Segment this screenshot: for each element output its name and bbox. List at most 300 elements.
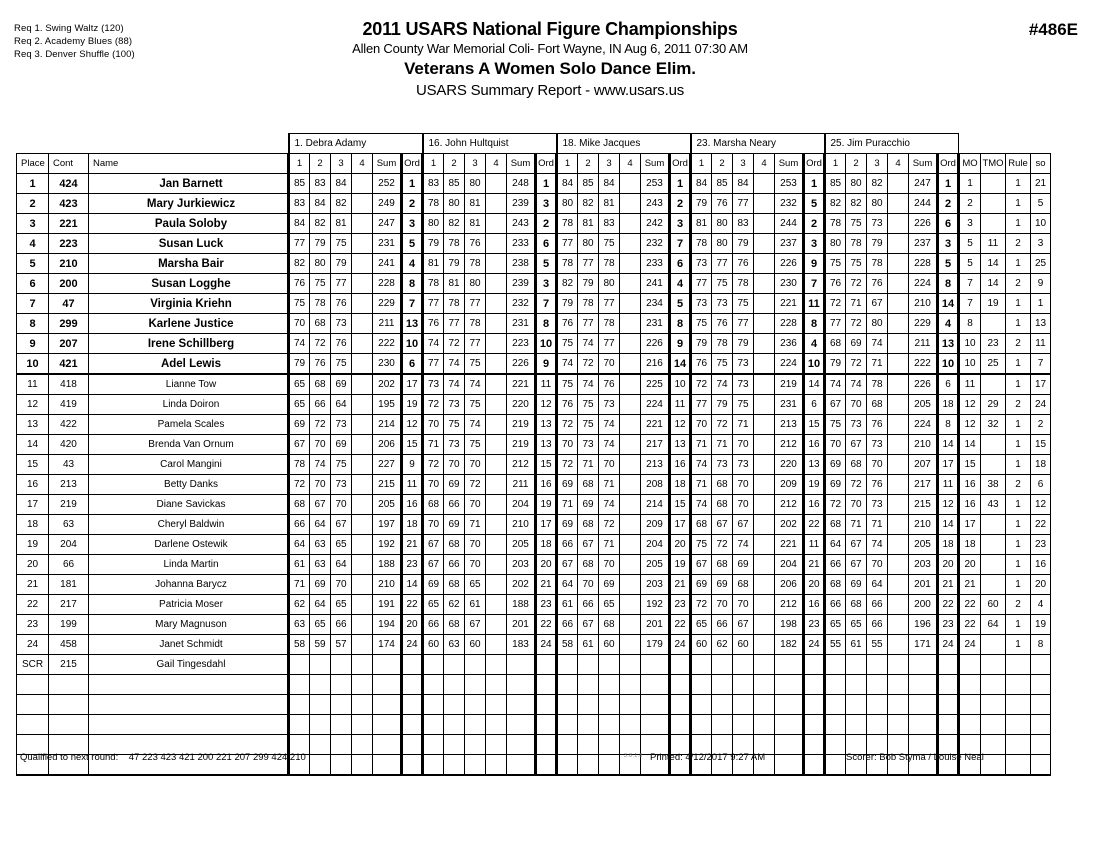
cell-j5-ord: 12 — [938, 495, 959, 515]
cell-j3-score4 — [620, 535, 641, 555]
empty-cell — [507, 675, 536, 695]
cell-contestant-number: 199 — [49, 615, 89, 635]
cell-j5-ord: 20 — [938, 555, 959, 575]
cell-contestant-number: 219 — [49, 495, 89, 515]
cell-skate-order: 9 — [1031, 274, 1051, 294]
cell-j4-ord: 16 — [804, 495, 825, 515]
cell-j1-sum: 205 — [373, 495, 402, 515]
cell-j5-ord: 8 — [938, 415, 959, 435]
cell-j4-score4 — [754, 374, 775, 395]
cell-j1-score2: 63 — [310, 535, 331, 555]
cell-j5-score3: 82 — [867, 174, 888, 194]
cell-j3-ord: 22 — [670, 615, 691, 635]
cell-j2-score1: 81 — [423, 254, 444, 274]
empty-cell — [352, 675, 373, 695]
cell-j1-score3 — [331, 655, 352, 675]
cell-j2-score3: 77 — [465, 334, 486, 354]
cell-skater-name: Darlene Ostewik — [89, 535, 289, 555]
table-row — [17, 174, 1051, 194]
cell-place: 24 — [17, 635, 49, 655]
cell-j4-score1: 76 — [691, 354, 712, 375]
table-row — [17, 294, 1051, 314]
cell-j5-score1: 77 — [825, 314, 846, 334]
cell-j1-score2: 69 — [310, 575, 331, 595]
cell-j2-sum: 202 — [507, 575, 536, 595]
cell-skater-name: Linda Martin — [89, 555, 289, 575]
cell-j4-ord: 11 — [804, 535, 825, 555]
event-number: #486E — [1028, 20, 1078, 39]
cell-j5-score4 — [888, 495, 909, 515]
cell-j2-score2: 69 — [444, 515, 465, 535]
empty-cell — [754, 715, 775, 735]
cell-j1-ord: 22 — [402, 595, 423, 615]
cell-j3-sum: 204 — [641, 535, 670, 555]
cell-contestant-number: 207 — [49, 334, 89, 354]
cell-j3-score4 — [620, 435, 641, 455]
empty-cell — [754, 675, 775, 695]
col-header-j1-ord: Ord — [402, 154, 423, 174]
cell-total-majority-ordinal — [981, 575, 1006, 595]
cell-j3-score4 — [620, 174, 641, 194]
table-row — [17, 455, 1051, 475]
cell-j5-score4 — [888, 334, 909, 354]
cell-j3-score1: 72 — [557, 415, 578, 435]
table-row — [17, 415, 1051, 435]
cell-j1-score4 — [352, 334, 373, 354]
table-row — [17, 655, 1051, 675]
cell-j4-ord: 14 — [804, 374, 825, 395]
empty-cell — [536, 715, 557, 735]
cell-skater-name: Linda Doiron — [89, 395, 289, 415]
col-header-j2-dance4: 4 — [486, 154, 507, 174]
cell-j2-ord: 24 — [536, 635, 557, 655]
cell-j3-score2: 74 — [578, 374, 599, 395]
cell-j5-score4 — [888, 515, 909, 535]
cell-j3-score4 — [620, 415, 641, 435]
cell-j5-sum: 171 — [909, 635, 938, 655]
cell-j1-score2: 64 — [310, 515, 331, 535]
cell-j4-score3: 74 — [733, 535, 754, 555]
cell-j3-score4 — [620, 274, 641, 294]
cell-majority-ordinal: 1 — [959, 174, 981, 194]
col-header-mo: MO — [959, 154, 981, 174]
empty-cell — [867, 695, 888, 715]
cell-j5-score4 — [888, 555, 909, 575]
col-header-j5-dance1: 1 — [825, 154, 846, 174]
cell-j2-sum: 231 — [507, 314, 536, 334]
cell-j3-score1: 84 — [557, 174, 578, 194]
cell-j2-score2: 63 — [444, 635, 465, 655]
cell-j5-sum: 205 — [909, 535, 938, 555]
cell-j2-sum: 238 — [507, 254, 536, 274]
cell-j2-score1: 70 — [423, 415, 444, 435]
cell-total-majority-ordinal — [981, 214, 1006, 234]
cell-j2-score1: 78 — [423, 194, 444, 214]
cell-j2-score2: 68 — [444, 535, 465, 555]
cell-place: 11 — [17, 374, 49, 395]
cell-contestant-number: 181 — [49, 575, 89, 595]
empty-cell — [981, 695, 1006, 715]
col-header-j3-dance4: 4 — [620, 154, 641, 174]
empty-cell — [691, 675, 712, 695]
empty-cell — [310, 695, 331, 715]
cell-j4-score4 — [754, 234, 775, 254]
cell-j5-sum: 200 — [909, 595, 938, 615]
empty-cell — [310, 715, 331, 735]
cell-j1-score2: 75 — [310, 274, 331, 294]
cell-j2-score4 — [486, 294, 507, 314]
cell-majority-ordinal — [959, 655, 981, 675]
cell-skater-name: Johanna Barycz — [89, 575, 289, 595]
cell-j3-score1: 58 — [557, 635, 578, 655]
cell-contestant-number: 420 — [49, 435, 89, 455]
cell-j3-score2: 81 — [578, 214, 599, 234]
col-header-j2-ord: Ord — [536, 154, 557, 174]
cell-skate-order — [1031, 655, 1051, 675]
cell-j4-ord: 22 — [804, 515, 825, 535]
cell-j1-ord: 23 — [402, 555, 423, 575]
empty-cell — [1006, 695, 1031, 715]
cell-skater-name: Diane Savickas — [89, 495, 289, 515]
cell-j5-ord: 6 — [938, 214, 959, 234]
cell-j5-score2: 67 — [846, 435, 867, 455]
cell-j4-score1: 75 — [691, 535, 712, 555]
cell-j4-sum: 219 — [775, 374, 804, 395]
empty-cell — [17, 675, 49, 695]
cell-j2-ord: 21 — [536, 575, 557, 595]
cell-j3-score3: 72 — [599, 515, 620, 535]
col-header-place: Place — [17, 154, 49, 174]
cell-j2-score3: 74 — [465, 415, 486, 435]
empty-cell — [444, 715, 465, 735]
col-header-name: Name — [89, 154, 289, 174]
cell-total-majority-ordinal — [981, 455, 1006, 475]
col-header-j1-dance4: 4 — [352, 154, 373, 174]
cell-j4-score4 — [754, 615, 775, 635]
cell-j5-ord: 14 — [938, 435, 959, 455]
cell-total-majority-ordinal — [981, 194, 1006, 214]
table-row — [17, 575, 1051, 595]
cell-j1-sum: 241 — [373, 254, 402, 274]
cell-j3-ord: 13 — [670, 435, 691, 455]
cell-j4-score3: 71 — [733, 415, 754, 435]
empty-cell — [578, 675, 599, 695]
cell-j3-sum: 243 — [641, 194, 670, 214]
cell-place: 2 — [17, 194, 49, 214]
cell-j5-score4 — [888, 415, 909, 435]
cell-j5-ord — [938, 655, 959, 675]
empty-cell — [846, 715, 867, 735]
empty-cell — [712, 695, 733, 715]
cell-j4-score3: 67 — [733, 515, 754, 535]
cell-j5-score4 — [888, 294, 909, 314]
cell-j3-score2: 75 — [578, 395, 599, 415]
cell-skate-order: 11 — [1031, 334, 1051, 354]
cell-j3-score4 — [620, 395, 641, 415]
cell-j1-score4 — [352, 455, 373, 475]
empty-cell — [670, 715, 691, 735]
cell-j4-ord: 11 — [804, 294, 825, 314]
cell-j2-ord: 13 — [536, 435, 557, 455]
cell-j2-score3: 67 — [465, 615, 486, 635]
cell-j3-ord: 5 — [670, 294, 691, 314]
cell-skate-order: 3 — [1031, 234, 1051, 254]
cell-j1-ord: 24 — [402, 635, 423, 655]
cell-j4-score1: 65 — [691, 615, 712, 635]
cell-j4-ord: 16 — [804, 595, 825, 615]
empty-cell — [352, 695, 373, 715]
empty-cell — [938, 715, 959, 735]
cell-j3-score4 — [620, 595, 641, 615]
cell-j3-score1: 72 — [557, 455, 578, 475]
cell-j1-score3: 75 — [331, 234, 352, 254]
cell-j1-score1: 67 — [289, 435, 310, 455]
cell-j3-sum: 208 — [641, 475, 670, 495]
cell-j1-score3: 79 — [331, 254, 352, 274]
cell-j5-score1: 64 — [825, 535, 846, 555]
table-row — [17, 194, 1051, 214]
cell-j2-score1: 67 — [423, 535, 444, 555]
cell-rule: 1 — [1006, 314, 1031, 334]
cell-j3-score4 — [620, 455, 641, 475]
cell-j3-score2: 79 — [578, 274, 599, 294]
cell-j3-score3: 71 — [599, 535, 620, 555]
cell-j5-score4 — [888, 535, 909, 555]
cell-j1-ord: 2 — [402, 194, 423, 214]
cell-j1-score1: 77 — [289, 234, 310, 254]
cell-j5-score1: 70 — [825, 435, 846, 455]
cell-j2-sum: 219 — [507, 435, 536, 455]
scorer-line: Scorer: Bob Styma / Louise Neal — [846, 752, 984, 763]
cell-j1-score1: 66 — [289, 515, 310, 535]
empty-cell — [331, 675, 352, 695]
empty-cell — [754, 695, 775, 715]
cell-j3-score4 — [620, 294, 641, 314]
cell-j1-sum — [373, 655, 402, 675]
cell-j5-score2: 68 — [846, 455, 867, 475]
cell-j1-score2: 82 — [310, 214, 331, 234]
cell-j5-score4 — [888, 615, 909, 635]
cell-total-majority-ordinal — [981, 635, 1006, 655]
cell-contestant-number: 423 — [49, 194, 89, 214]
empty-cell — [620, 695, 641, 715]
cell-j3-score1: 75 — [557, 374, 578, 395]
cell-j4-score3: 79 — [733, 234, 754, 254]
cell-j5-score1: 68 — [825, 515, 846, 535]
cell-j4-ord: 8 — [804, 314, 825, 334]
cell-j3-ord: 18 — [670, 475, 691, 495]
cell-rule — [1006, 655, 1031, 675]
cell-j5-score2: 70 — [846, 395, 867, 415]
cell-j4-score2: 67 — [712, 515, 733, 535]
cell-j2-score1: 77 — [423, 354, 444, 375]
cell-j1-sum: 214 — [373, 415, 402, 435]
cell-j1-score2: 84 — [310, 194, 331, 214]
cell-j3-sum: 234 — [641, 294, 670, 314]
cell-j4-sum: 206 — [775, 575, 804, 595]
cell-j2-sum: 239 — [507, 194, 536, 214]
cell-j4-score4 — [754, 254, 775, 274]
cell-j3-score2: 68 — [578, 515, 599, 535]
cell-rule: 1 — [1006, 615, 1031, 635]
col-header-j5-sum: Sum — [909, 154, 938, 174]
empty-cell — [641, 715, 670, 735]
cell-j2-score1: 71 — [423, 435, 444, 455]
cell-j1-score2 — [310, 655, 331, 675]
cell-place: 3 — [17, 214, 49, 234]
cell-j1-sum: 210 — [373, 575, 402, 595]
col-header-j5-dance4: 4 — [888, 154, 909, 174]
cell-skate-order: 19 — [1031, 615, 1051, 635]
cell-j2-score3 — [465, 655, 486, 675]
cell-skater-name: Mary Jurkiewicz — [89, 194, 289, 214]
cell-skater-name: Betty Danks — [89, 475, 289, 495]
empty-cell — [959, 675, 981, 695]
cell-j1-ord: 14 — [402, 575, 423, 595]
cell-place: 1 — [17, 174, 49, 194]
cell-j2-score3: 78 — [465, 254, 486, 274]
cell-rule: 1 — [1006, 515, 1031, 535]
cell-j3-sum: 179 — [641, 635, 670, 655]
empty-row — [17, 675, 1051, 695]
cell-j2-score2: 68 — [444, 575, 465, 595]
cell-j1-score2: 59 — [310, 635, 331, 655]
cell-j4-score1: 71 — [691, 435, 712, 455]
cell-j5-sum: 207 — [909, 455, 938, 475]
cell-skate-order: 15 — [1031, 435, 1051, 455]
cell-j5-sum: 229 — [909, 314, 938, 334]
empty-cell — [599, 715, 620, 735]
judge-row-spacer — [17, 134, 289, 154]
table-row — [17, 595, 1051, 615]
cell-total-majority-ordinal: 29 — [981, 395, 1006, 415]
empty-cell — [486, 675, 507, 695]
cell-j4-score3: 75 — [733, 395, 754, 415]
cell-j5-sum: 211 — [909, 334, 938, 354]
cell-majority-ordinal: 17 — [959, 515, 981, 535]
judge-name-1: 1. Debra Adamy — [289, 134, 423, 154]
cell-j2-ord: 20 — [536, 555, 557, 575]
cell-rule: 1 — [1006, 575, 1031, 595]
cell-j3-score3: 84 — [599, 174, 620, 194]
cell-contestant-number: 63 — [49, 515, 89, 535]
cell-total-majority-ordinal: 60 — [981, 595, 1006, 615]
cell-j3-score2: 80 — [578, 234, 599, 254]
cell-j3-score3: 70 — [599, 354, 620, 375]
judge-name-2: 16. John Hultquist — [423, 134, 557, 154]
cell-j4-score3: 73 — [733, 374, 754, 395]
cell-j3-score3: 70 — [599, 455, 620, 475]
cell-rule: 2 — [1006, 475, 1031, 495]
empty-cell — [373, 695, 402, 715]
cell-j2-score4 — [486, 475, 507, 495]
cell-skate-order: 22 — [1031, 515, 1051, 535]
cell-j1-score1: 72 — [289, 475, 310, 495]
cell-j1-score1: 58 — [289, 635, 310, 655]
cell-j3-ord: 3 — [670, 214, 691, 234]
cell-skater-name: Carol Mangini — [89, 455, 289, 475]
cell-j3-score4 — [620, 635, 641, 655]
cell-j1-score1 — [289, 655, 310, 675]
cell-j2-sum: 204 — [507, 495, 536, 515]
cell-place: 19 — [17, 535, 49, 555]
qualified-line — [20, 752, 306, 763]
cell-skater-name: Virginia Kriehn — [89, 294, 289, 314]
cell-j2-score3: 70 — [465, 535, 486, 555]
col-header-j5-dance2: 2 — [846, 154, 867, 174]
cell-j1-score4 — [352, 475, 373, 495]
cell-j5-score1: 82 — [825, 194, 846, 214]
cell-j5-score3: 73 — [867, 435, 888, 455]
cell-j1-score3: 67 — [331, 515, 352, 535]
cell-majority-ordinal: 11 — [959, 374, 981, 395]
empty-cell — [557, 715, 578, 735]
empty-cell — [402, 715, 423, 735]
cell-j4-score3: 78 — [733, 274, 754, 294]
cell-j3-ord: 20 — [670, 535, 691, 555]
cell-j3-score1: 71 — [557, 495, 578, 515]
cell-j3-score4 — [620, 214, 641, 234]
cell-j4-sum: 212 — [775, 435, 804, 455]
col-header-so: so — [1031, 154, 1051, 174]
cell-rule: 1 — [1006, 254, 1031, 274]
cell-j4-score4 — [754, 415, 775, 435]
cell-j2-ord: 19 — [536, 495, 557, 515]
cell-j5-score2: 68 — [846, 595, 867, 615]
cell-j2-score3: 75 — [465, 354, 486, 375]
cell-j2-score3: 81 — [465, 214, 486, 234]
qualified-label: Qualified to next round: — [20, 752, 119, 763]
cell-j5-score1: 78 — [825, 214, 846, 234]
cell-j5-score4 — [888, 314, 909, 334]
cell-j2-sum: 211 — [507, 475, 536, 495]
cell-j5-score3: 71 — [867, 515, 888, 535]
cell-j4-sum: 224 — [775, 354, 804, 375]
requirement-3: Req 3. Denver Shuffle (100) — [14, 49, 135, 61]
cell-j5-ord: 18 — [938, 535, 959, 555]
cell-j2-score4 — [486, 575, 507, 595]
empty-cell — [373, 715, 402, 735]
cell-j3-ord: 14 — [670, 354, 691, 375]
empty-cell — [909, 675, 938, 695]
cell-j3-score2: 66 — [578, 595, 599, 615]
cell-skater-name: Brenda Van Ornum — [89, 435, 289, 455]
cell-j5-score1: 79 — [825, 354, 846, 375]
cell-j3-score4 — [620, 515, 641, 535]
cell-j2-score3: 74 — [465, 374, 486, 395]
cell-j3-score1 — [557, 655, 578, 675]
cell-j5-score1: 72 — [825, 495, 846, 515]
cell-j2-ord: 10 — [536, 334, 557, 354]
empty-cell — [599, 695, 620, 715]
cell-j3-score4 — [620, 615, 641, 635]
cell-j4-score2: 66 — [712, 615, 733, 635]
cell-rule: 2 — [1006, 274, 1031, 294]
cell-j5-sum: 215 — [909, 495, 938, 515]
cell-j2-sum: 210 — [507, 515, 536, 535]
table-row — [17, 515, 1051, 535]
cell-j5-ord: 14 — [938, 294, 959, 314]
cell-j1-sum: 188 — [373, 555, 402, 575]
cell-j3-sum: 233 — [641, 254, 670, 274]
cell-j2-ord: 3 — [536, 274, 557, 294]
cell-contestant-number: 223 — [49, 234, 89, 254]
empty-row — [17, 715, 1051, 735]
empty-cell — [1031, 715, 1051, 735]
col-header-cont: Cont — [49, 154, 89, 174]
cell-j4-ord: 13 — [804, 455, 825, 475]
cell-j2-ord: 23 — [536, 595, 557, 615]
